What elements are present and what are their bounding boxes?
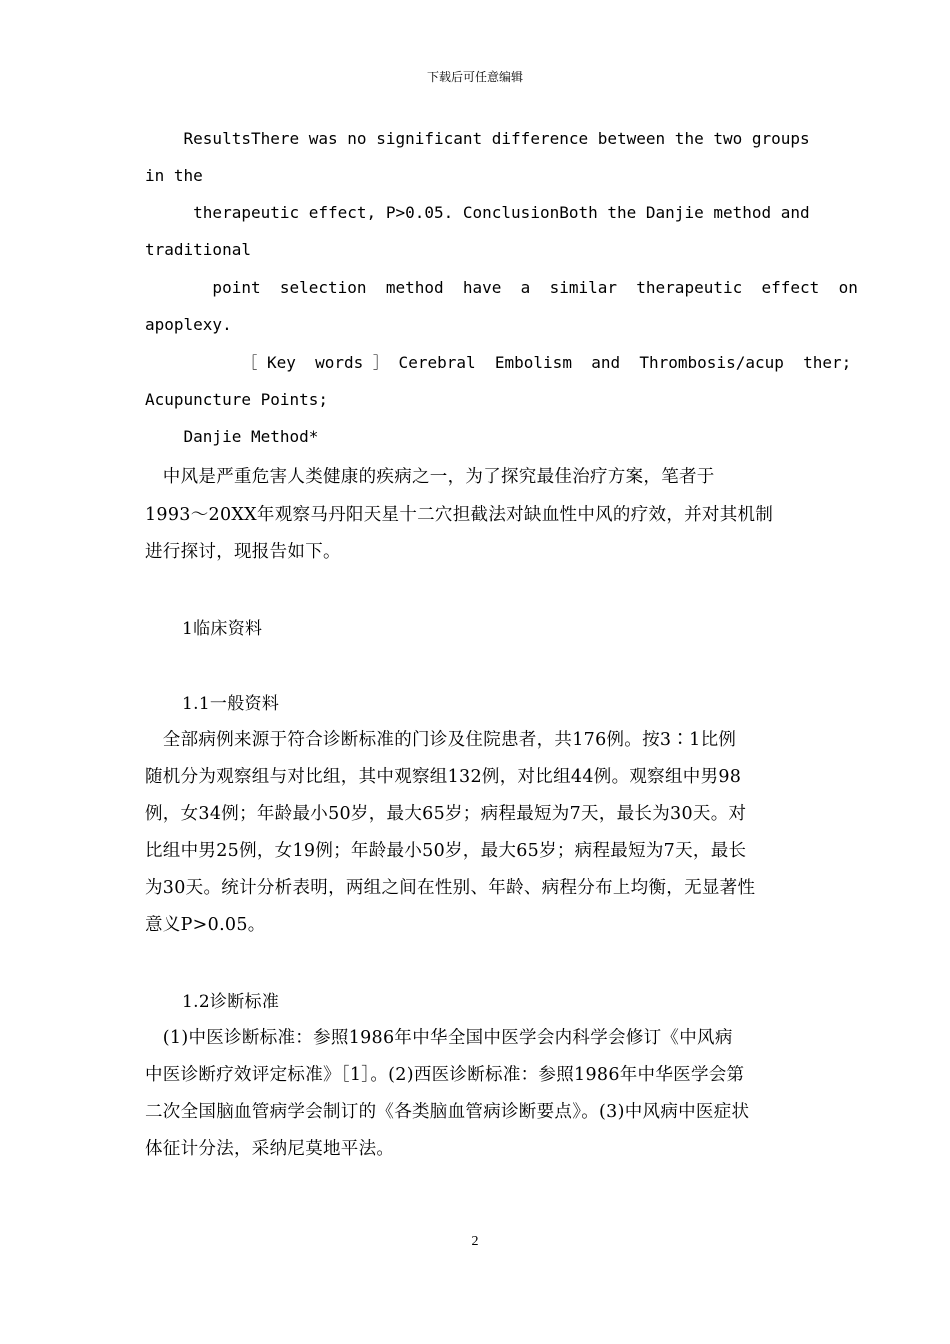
paragraph-line: 例，女34例；年龄最小50岁，最大65岁；病程最短为7天，最长为30天。对 [145, 804, 747, 824]
abstract-line: apoplexy. [145, 315, 232, 334]
abstract-line: therapeutic effect, P>0.05. ConclusionBoth the Danjie method and [145, 203, 810, 222]
keywords-line: Acupuncture Points; [145, 390, 329, 409]
subsection-heading: 1.2诊断标准 [182, 992, 280, 1012]
paragraph-line: 随机分为观察组与对比组，其中观察组132例，对比组44例。观察组中男98 [145, 767, 742, 787]
abstract-line: ResultsThere was no significant difference between the two groups [145, 129, 810, 148]
abstract-line: in the [145, 166, 203, 185]
paragraph-line: 意义P>0.05。 [145, 915, 266, 935]
intro-line: 进行探讨，现报告如下。 [145, 542, 341, 562]
intro-line: 1993～20XX年观察马丹阳天星十二穴担截法对缺血性中风的疗效，并对其机制 [145, 505, 774, 525]
paragraph-line: 二次全国脑血管病学会制订的《各类脑血管病诊断要点》。(3)中风病中医症状 [145, 1102, 750, 1122]
keywords-line: Danjie Method* [145, 427, 319, 446]
section-heading: 1临床资料 [182, 619, 263, 639]
paragraph-line: 为30天。统计分析表明，两组之间在性别、年龄、病程分布上均衡，无显著性 [145, 878, 756, 898]
abstract-line: traditional [145, 240, 251, 259]
paragraph-line: 全部病例来源于符合诊断标准的门诊及住院患者，共176例。按3∶1比例 [145, 730, 737, 750]
intro-line: 中风是严重危害人类健康的疾病之一，为了探究最佳治疗方案，笔者于 [145, 467, 715, 487]
paragraph-line: 体征计分法，采纳尼莫地平法。 [145, 1139, 395, 1159]
paragraph-line: 中医诊断疗效评定标准》［1］。(2)西医诊断标准：参照1986年中华医学会第 [145, 1065, 745, 1085]
keywords-line: ［ Key words ］ Cerebral Embolism and Thrombosis/acup ther; [145, 353, 852, 372]
abstract-line: point selection method have a similar therapeutic effect on [145, 278, 858, 297]
page-number: 2 [471, 1234, 479, 1249]
page-header-note: 下载后可任意编辑 [426, 70, 523, 84]
paragraph-line: (1)中医诊断标准：参照1986年中华全国中医学会内科学会修订《中风病 [145, 1028, 733, 1048]
subsection-heading: 1.1一般资料 [182, 694, 280, 714]
paragraph-line: 比组中男25例，女19例；年龄最小50岁，最大65岁；病程最短为7天，最长 [145, 841, 747, 861]
